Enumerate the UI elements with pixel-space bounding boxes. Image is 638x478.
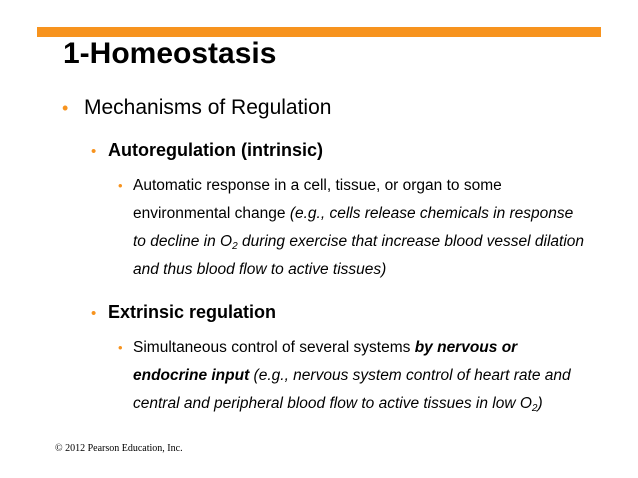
bullet-extrinsic	[91, 301, 276, 325]
bullet-dot-icon: •	[118, 178, 123, 193]
slide-title: 1-Homeostasis	[63, 37, 277, 70]
autoregulation-detail	[118, 172, 588, 284]
bullet-dot-icon: •	[118, 340, 123, 355]
bullet-heading: Autoregulation (intrinsic)	[108, 140, 323, 160]
copyright-footer: © 2012 Pearson Education, Inc.	[55, 443, 183, 454]
extrinsic-detail	[118, 334, 588, 418]
bullet-text: Mechanisms of Regulation	[84, 96, 332, 119]
bullet-dot-icon: •	[62, 98, 69, 118]
bullet-dot-icon: •	[91, 305, 97, 322]
autoregulation-text: Automatic response in a cell, tissue, or organ to some environmental change (e.g., cells release chemicals in response to decline in $O_2$ during exercise that increase blood vessel dilation and thus blood flow to active tissues)	[133, 177, 585, 278]
bullet-dot-icon: •	[91, 143, 97, 160]
bullet-mechanisms	[62, 95, 331, 121]
bullet-autoregulation	[91, 139, 323, 163]
bullet-heading: Extrinsic regulation	[108, 302, 277, 322]
extrinsic-text: Simultaneous control of several systems by nervous or endocrine input (e.g., nervous system control of heart rate and central and peripheral blood flow to active tissues in low $O_2$)	[133, 339, 571, 414]
